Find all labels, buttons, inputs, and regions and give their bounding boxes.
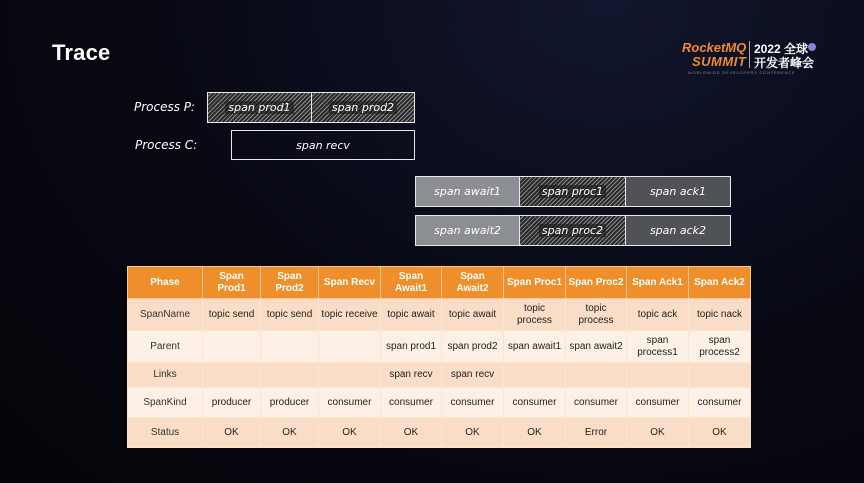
span-attributes-table <box>127 266 751 448</box>
span-proc1-box <box>519 176 626 207</box>
table-header-cell: Span Prod1 <box>203 267 261 299</box>
logo-event: 开发者峰会 <box>754 56 815 70</box>
table-cell: consumer <box>504 388 566 418</box>
table-cell: topic await <box>381 299 442 331</box>
table-cell: span process2 <box>689 331 751 363</box>
span-await2-label: span await2 <box>434 224 501 237</box>
table-header-cell: Span Proc2 <box>566 267 627 299</box>
slide-title: Trace <box>52 40 111 65</box>
table-cell: OK <box>504 418 566 448</box>
rocketmq-summit-logo <box>682 38 832 78</box>
table-cell <box>261 331 319 363</box>
span-prod2-label: span prod2 <box>329 101 397 114</box>
planet-icon <box>808 43 816 51</box>
table-cell <box>319 363 381 388</box>
table-cell <box>627 363 689 388</box>
table-row <box>128 299 751 331</box>
table-cell: span await2 <box>566 331 627 363</box>
span-proc1-label: span proc1 <box>539 185 606 198</box>
logo-divider <box>749 41 750 68</box>
table-cell: OK <box>381 418 442 448</box>
table-header-row <box>128 267 751 299</box>
table-row <box>128 331 751 363</box>
table-row-header: SpanKind <box>128 388 203 418</box>
span-await2-box <box>415 215 520 246</box>
table-row-header: SpanName <box>128 299 203 331</box>
process-p-label: Process P: <box>134 100 195 114</box>
table-cell: producer <box>203 388 261 418</box>
span-recv-box <box>231 130 415 160</box>
table-row-header: Links <box>128 363 203 388</box>
table-row <box>128 388 751 418</box>
table-cell: topic nack <box>689 299 751 331</box>
span-recv-label: span recv <box>296 138 350 152</box>
table-cell: span await1 <box>504 331 566 363</box>
table-cell: topic await <box>442 299 504 331</box>
table-cell: OK <box>261 418 319 448</box>
table-cell <box>261 363 319 388</box>
table-row <box>128 418 751 448</box>
table-cell: span recv <box>442 363 504 388</box>
span-prod2-box <box>311 92 415 123</box>
table-cell: topic send <box>203 299 261 331</box>
table-cell <box>203 363 261 388</box>
table-cell: topic send <box>261 299 319 331</box>
table-row <box>128 363 751 388</box>
table-cell <box>566 363 627 388</box>
table-cell: consumer <box>566 388 627 418</box>
span-await1-label: span await1 <box>434 185 501 198</box>
table-cell: producer <box>261 388 319 418</box>
table-cell: OK <box>319 418 381 448</box>
span-await1-box <box>415 176 520 207</box>
span-ack1-box <box>625 176 731 207</box>
span-ack2-box <box>625 215 731 246</box>
logo-brand-line1: RocketMQ <box>682 40 747 55</box>
table-cell: span recv <box>381 363 442 388</box>
table-cell: consumer <box>689 388 751 418</box>
table-cell: topic process <box>566 299 627 331</box>
table-header-cell: Span Prod2 <box>261 267 319 299</box>
table-row-header: Status <box>128 418 203 448</box>
table-header-cell: Span Await1 <box>381 267 442 299</box>
span-proc2-box <box>519 215 626 246</box>
table-cell: OK <box>203 418 261 448</box>
table-header-cell: Span Proc1 <box>504 267 566 299</box>
table-header-cell: Phase <box>128 267 203 299</box>
table-cell: topic process <box>504 299 566 331</box>
span-ack2-label: span ack2 <box>649 224 707 237</box>
table-cell: OK <box>442 418 504 448</box>
table-header-cell: Span Ack1 <box>627 267 689 299</box>
table-row-header: Parent <box>128 331 203 363</box>
span-ack1-label: span ack1 <box>649 185 707 198</box>
process-c-label: Process C: <box>135 138 198 152</box>
table-cell: consumer <box>319 388 381 418</box>
table-cell: OK <box>627 418 689 448</box>
table-cell: span process1 <box>627 331 689 363</box>
table-cell: topic receive <box>319 299 381 331</box>
table-cell: consumer <box>381 388 442 418</box>
logo-tagline: WORLDWIDE DEVELOPERS CONFERENCE <box>688 70 796 75</box>
table-cell: consumer <box>442 388 504 418</box>
table-header-cell: Span Ack2 <box>689 267 751 299</box>
table-cell <box>689 363 751 388</box>
table-cell <box>203 331 261 363</box>
table-cell: consumer <box>627 388 689 418</box>
table-cell <box>319 331 381 363</box>
span-prod1-label: span prod1 <box>225 101 293 114</box>
logo-brand-line2: SUMMIT <box>692 54 747 69</box>
table-header-cell: Span Recv <box>319 267 381 299</box>
table-cell: OK <box>689 418 751 448</box>
table-cell: Error <box>566 418 627 448</box>
table-header-cell: Span Await2 <box>442 267 504 299</box>
table-cell: span prod1 <box>381 331 442 363</box>
table-cell: span prod2 <box>442 331 504 363</box>
span-prod1-box <box>207 92 312 123</box>
table-cell: topic ack <box>627 299 689 331</box>
logo-year: 2022 全球 <box>754 42 809 56</box>
table-cell <box>504 363 566 388</box>
span-proc2-label: span proc2 <box>539 224 606 237</box>
